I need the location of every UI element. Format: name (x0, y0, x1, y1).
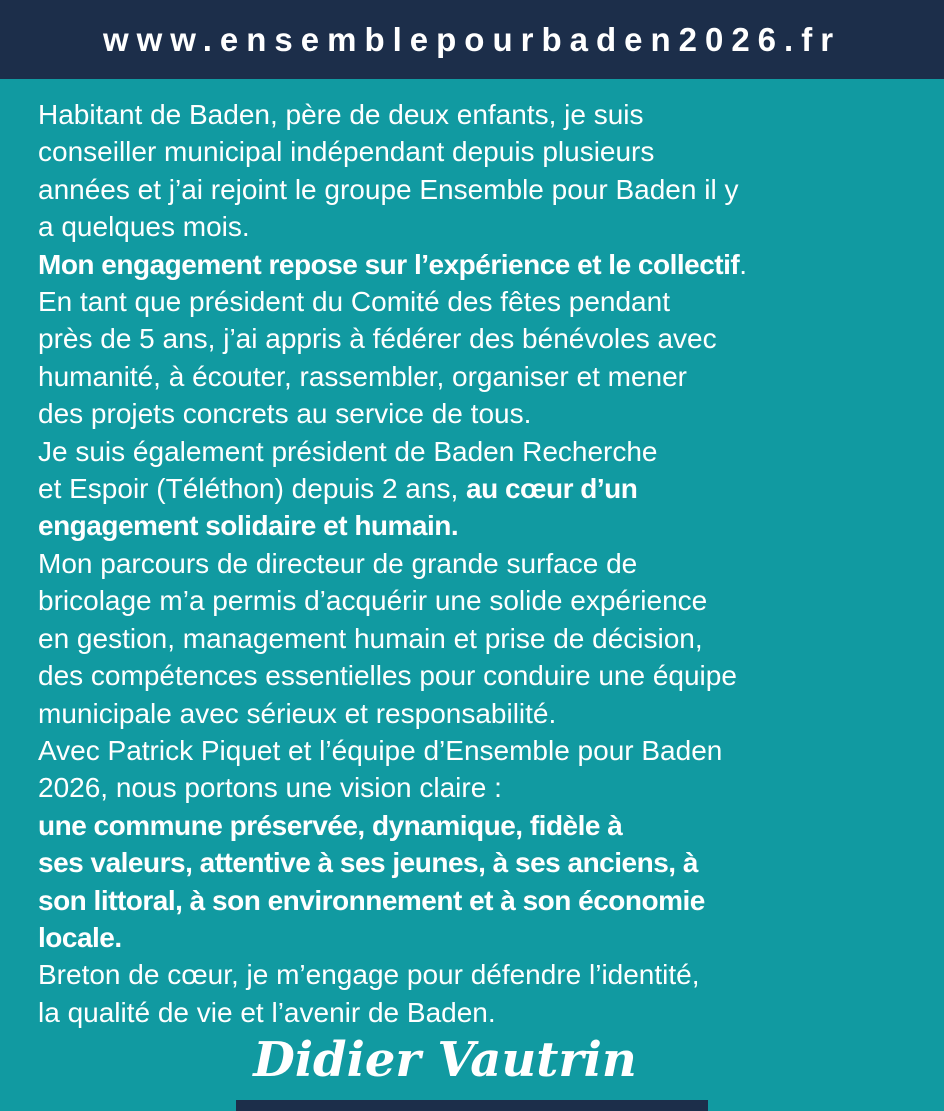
signature: Didier Vautrin (253, 1032, 637, 1088)
body-text-run-bold: au cœur d’un (466, 473, 638, 505)
body-text (0, 79, 944, 1031)
body-text-run: . (739, 248, 748, 280)
body-line (38, 507, 906, 544)
body-line (38, 395, 906, 432)
body-line (38, 620, 906, 657)
body-line (38, 320, 906, 357)
body-line (38, 208, 906, 245)
body-line (38, 171, 906, 208)
body-line (38, 96, 906, 133)
body-text-run-bold: engagement solidaire et humain. (38, 510, 459, 542)
body-line (38, 545, 906, 582)
body-text-run: Breton de cœur, je m’engage pour défendre l’identité, (38, 959, 700, 991)
body-text-run: Je suis également président de Baden Recherche (38, 435, 658, 467)
body-text-run: En tant que président du Comité des fêtes pendant (38, 286, 670, 318)
website-url: www.ensemblepourbaden2026.fr (102, 20, 842, 58)
body-text-run: années et j’ai rejoint le groupe Ensemble pour Baden il y (38, 173, 739, 205)
body-text-run-bold: ses valeurs, attentive à ses jeunes, à ses anciens, à (38, 847, 698, 879)
body-text-run-bold: Mon engagement repose sur l’expérience et le collectif (38, 248, 740, 280)
body-line (38, 695, 906, 732)
body-line (38, 358, 906, 395)
body-line (38, 246, 906, 283)
body-text-run-bold: une commune préservée, dynamique, fidèle à (38, 809, 623, 841)
body-text-run: des projets concrets au service de tous. (38, 398, 532, 430)
body-text-run: près de 5 ans, j’ai appris à fédérer des bénévoles avec (38, 323, 717, 355)
body-line (38, 433, 906, 470)
body-line (38, 994, 906, 1031)
body-text-run: Habitant de Baden, père de deux enfants, je suis (38, 99, 644, 130)
body-text-run-bold: locale. (38, 921, 122, 953)
body-text-run: en gestion, management humain et prise de décision, (38, 622, 703, 654)
body-text-run-bold: son littoral, à son environnement et à son économie (38, 884, 705, 916)
body-line (38, 807, 906, 844)
body-text-run: et Espoir (Téléthon) depuis 2 ans, (38, 473, 467, 505)
body-line (38, 283, 906, 320)
body-text-run: des compétences essentielles pour conduire une équipe (38, 660, 737, 692)
body-text-run: Avec Patrick Piquet et l’équipe d’Ensemble pour Baden (38, 734, 723, 766)
body-line (38, 133, 906, 170)
body-text-run: conseiller municipal indépendant depuis plusieurs (38, 136, 655, 168)
body-line (38, 470, 906, 507)
body-line (38, 956, 906, 993)
body-text-run: la qualité de vie et l’avenir de Baden. (38, 996, 496, 1028)
body-text-run: municipale avec sérieux et responsabilité. (38, 697, 557, 729)
body-line (38, 732, 906, 769)
body-line (38, 844, 906, 881)
body-line (38, 882, 906, 919)
header-bar (0, 0, 944, 79)
body-text-run: 2026, nous portons une vision claire : (38, 772, 502, 804)
body-text-run: humanité, à écouter, rassembler, organiser et mener (38, 360, 688, 392)
body-text-run: Mon parcours de directeur de grande surface de (38, 547, 638, 579)
body-line (38, 919, 906, 956)
body-line (38, 657, 906, 694)
body-text-run: a quelques mois. (38, 211, 250, 243)
body-line (38, 769, 906, 806)
body-line (38, 582, 906, 619)
bottom-navy-strip (236, 1100, 708, 1111)
body-text-run: bricolage m’a permis d’acquérir une solide expérience (38, 585, 708, 617)
